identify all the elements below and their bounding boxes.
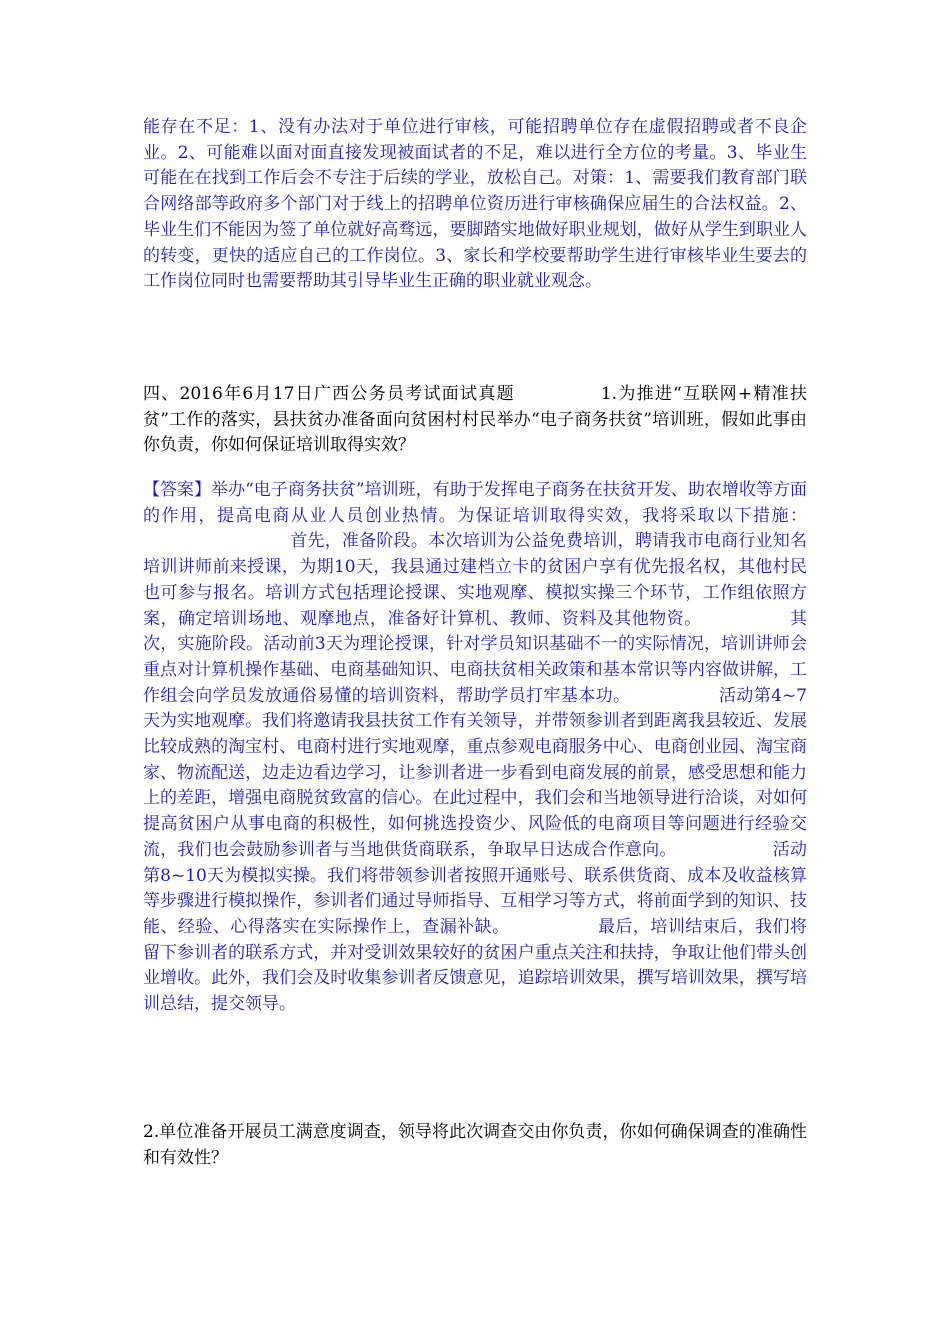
analysis-paragraph bbox=[143, 115, 807, 295]
question-two-text: 2.单位准备开展员工满意度调查，领导将此次调查交由你负责，你如何确保调查的准确性和有效性？ bbox=[143, 1122, 807, 1168]
section-four-question bbox=[143, 382, 807, 459]
answer-step-implement: 其次，实施阶段。活动前3天为理论授课，针对学员知识基础不一的实际情况，培训讲师会重点对计算机操作基础、电商基础知识、电商扶贫相关政策和基本常识等内容做讲解，工作组会向学员发放通俗易懂的培训资料，帮助学员打牢基本功。 bbox=[143, 608, 808, 706]
question-two bbox=[143, 1120, 807, 1171]
analysis-text: 能存在不足：1、没有办法对于单位进行审核，可能招聘单位存在虚假招聘或者不良企业。2、可能难以面对面直接发现被面试者的不足，难以进行全方位的考量。3、毕业生可能在在找到工作后会不专注于后续的学业，放松自己。对策：1、需要我们教育部门联合网络部等政府多个部门对于线上的招聘单位资历进行审核确保应届生的合法权益。2、毕业生们不能因为签了单位就好高骛远，要脚踏实地做好职业规划，做好从学生到职业人的转变，更快的适应自己的工作岗位。3、家长和学校要帮助学生进行审核毕业生要去的工作岗位同时也需要帮助其引导毕业生正确的职业就业观念。 bbox=[143, 117, 807, 292]
answer-paragraph bbox=[143, 478, 807, 1018]
answer-step-prepare: 首先，准备阶段。本次培训为公益免费培训，聘请我市电商行业知名培训讲师前来授课，为期10天，我县通过建档立卡的贫困户享有优先报名权，其他村民也可参与报名。培训方式包括理论授课、实地观摩、模拟实操三个环节，工作组依照方案，确定培训场地、观摩地点，准备好计算机、教师、资料及其他物资。 bbox=[143, 531, 807, 629]
answer-step-final: 最后，培训结束后，我们将留下参训者的联系方式，并对受训效果较好的贫困户重点关注和扶持，争取让他们带头创业增收。此外，我们会及时收集参训者反馈意见，追踪培训效果，撰写培训效果，撰写培训总结，提交领导。 bbox=[143, 916, 808, 1015]
answer-step-observe: 活动第4~7天为实地观摩。我们将邀请我县扶贫工作有关领导，并带领参训者到距离我县较近、发展比较成熟的淘宝村、电商村进行实地观摩，重点参观电商服务中心、电商创业园、淘宝商家、物流配送，边走边看边学习，让参训者进一步看到电商发展的前景，感受思想和能力上的差距，增强电商脱贫致富的信心。在此过程中，我们会和当地领导进行洽谈，对如何提高贫困户从事电商的积极性，如何挑选投资少、风险低的电商项目等问题进行经验交流，我们也会鼓励参训者与当地供货商联系，争取早日达成合作意向。 bbox=[143, 685, 807, 860]
section-heading: 四、2016年6月17日广西公务员考试面试真题 bbox=[143, 384, 515, 404]
answer-step-practice: 活动第8~10天为模拟实操。我们将带领参训者按照开通账号、联系供货商、成本及收益核算等步骤进行模拟操作，参训者们通过导师指导、互相学习等方式，将前面学到的知识、技能、经验、心得落实在实际操作上，查漏补缺。 bbox=[143, 839, 808, 937]
question-one-text: 1.为推进“互联网+精准扶贫”工作的落实，县扶贫办准备面向贫困村村民举办“电子商务扶贫”培训班，假如此事由你负责，你如何保证培训取得实效？ bbox=[143, 384, 807, 456]
answer-intro: 【答案】举办“电子商务扶贫”培训班，有助于发挥电子商务在扶贫开发、助农增收等方面的作用，提高电商从业人员创业热情。为保证培训取得实效，我将采取以下措施： bbox=[143, 480, 807, 526]
